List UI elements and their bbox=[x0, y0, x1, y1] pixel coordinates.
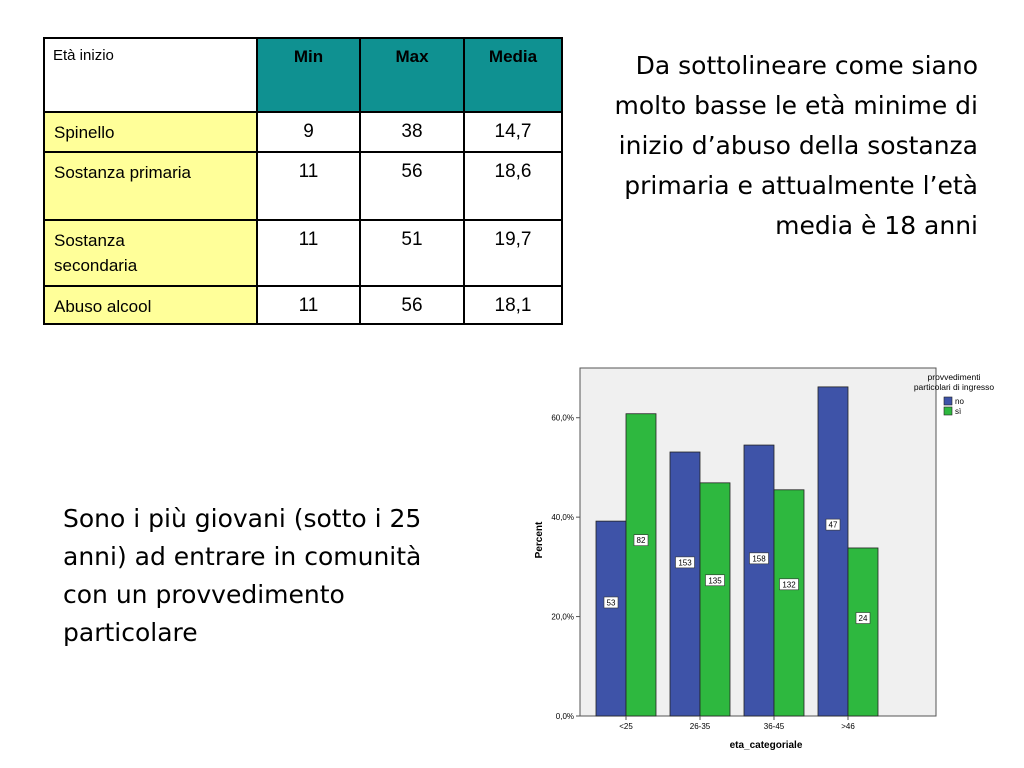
note-left: Sono i più giovani (sotto i 25 anni) ad entrare in comunità con un provvedimento particolare bbox=[63, 504, 422, 647]
bar-no bbox=[596, 521, 626, 716]
legend-title-line1: provvedimenti bbox=[927, 372, 981, 382]
row-label: Sostanza secondaria bbox=[44, 220, 257, 286]
bar-count-label: 153 bbox=[678, 558, 692, 568]
table-header-row bbox=[44, 38, 562, 112]
table-row bbox=[44, 112, 562, 152]
bar-no bbox=[670, 452, 700, 716]
cell-min: 9 bbox=[257, 112, 360, 152]
table-row bbox=[44, 152, 562, 220]
bar-si bbox=[848, 548, 878, 716]
bar-no bbox=[744, 445, 774, 716]
header-eta-inizio: Età inizio bbox=[44, 38, 257, 112]
note-right: Da sottolineare come siano molto basse le età minime di inizio d’abuso della sostanza primaria e attualmente l’età media è 18 anni bbox=[614, 51, 978, 240]
bar-count-label: 24 bbox=[858, 614, 868, 624]
header-media: Media bbox=[464, 38, 562, 112]
x-axis-label: eta_categoriale bbox=[729, 740, 803, 751]
bar-count-label: 53 bbox=[606, 598, 616, 608]
cell-max: 51 bbox=[360, 220, 464, 286]
y-axis-label: Percent bbox=[534, 521, 545, 559]
bar-chart bbox=[530, 360, 1020, 760]
bar-count-label: 47 bbox=[828, 520, 838, 530]
y-tick-label: 40,0% bbox=[551, 513, 574, 523]
legend-label: no bbox=[955, 397, 964, 406]
bar-si bbox=[774, 490, 804, 716]
cell-max: 38 bbox=[360, 112, 464, 152]
y-tick-label: 20,0% bbox=[551, 612, 574, 622]
cell-media: 18,1 bbox=[464, 286, 562, 324]
row-label: Abuso alcool bbox=[44, 286, 257, 324]
row-label: Spinello bbox=[44, 112, 257, 152]
cell-media: 19,7 bbox=[464, 220, 562, 286]
bar-si bbox=[700, 483, 730, 716]
table-row bbox=[44, 286, 562, 324]
bar-count-label: 135 bbox=[708, 576, 722, 586]
cell-min: 11 bbox=[257, 220, 360, 286]
cell-media: 14,7 bbox=[464, 112, 562, 152]
x-tick-label: >46 bbox=[841, 722, 855, 731]
bar-no bbox=[818, 387, 848, 716]
bar-count-label: 82 bbox=[636, 536, 646, 546]
cell-min: 11 bbox=[257, 152, 360, 220]
x-tick-label: 36-45 bbox=[763, 722, 785, 731]
x-tick-label: <25 bbox=[619, 722, 633, 731]
bar-count-label: 132 bbox=[782, 580, 796, 590]
bar-si bbox=[626, 414, 656, 716]
header-max: Max bbox=[360, 38, 464, 112]
legend-swatch bbox=[944, 397, 952, 405]
bar-count-label: 158 bbox=[752, 554, 766, 564]
x-tick-label: 26-35 bbox=[689, 722, 711, 731]
legend-title-line2: particolari di ingresso bbox=[913, 382, 995, 392]
row-label: Sostanza primaria bbox=[44, 152, 257, 220]
cell-max: 56 bbox=[360, 286, 464, 324]
cell-media: 18,6 bbox=[464, 152, 562, 220]
legend-swatch bbox=[944, 407, 952, 415]
y-tick-label: 0,0% bbox=[555, 712, 574, 721]
age-table bbox=[43, 37, 563, 325]
y-tick-label: 60,0% bbox=[551, 413, 574, 423]
header-min: Min bbox=[257, 38, 360, 112]
table-row bbox=[44, 220, 562, 286]
cell-min: 11 bbox=[257, 286, 360, 324]
cell-max: 56 bbox=[360, 152, 464, 220]
legend-label: sì bbox=[955, 407, 962, 416]
